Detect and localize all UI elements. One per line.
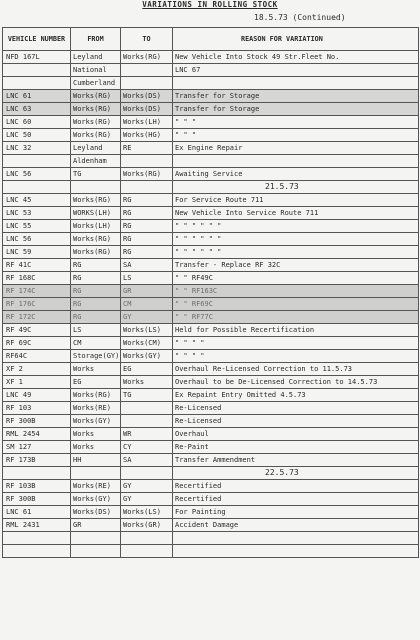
- to-cell: Works(LH): [121, 116, 173, 129]
- vehicle-cell: [3, 467, 71, 480]
- reason-cell: Overhaul: [173, 428, 419, 441]
- from-cell: Works(RG): [71, 90, 121, 103]
- from-cell: HH: [71, 454, 121, 467]
- from-cell: Works(GY): [71, 493, 121, 506]
- reason-cell: Overhaul Re-Licensed Correction to 11.5.73: [173, 363, 419, 376]
- to-cell: CY: [121, 441, 173, 454]
- from-cell: LS: [71, 324, 121, 337]
- reason-cell: [173, 77, 419, 90]
- date-cell: 21.5.73: [173, 181, 419, 194]
- table-row: [3, 545, 419, 558]
- from-cell: Works(DS): [71, 506, 121, 519]
- to-cell: [121, 181, 173, 194]
- vehicle-cell: LNC 55: [3, 220, 71, 233]
- to-cell: RG: [121, 233, 173, 246]
- table-row: [3, 246, 419, 259]
- from-cell: Works(RG): [71, 233, 121, 246]
- vehicle-cell: LNC 60: [3, 116, 71, 129]
- reason-cell: " " RF49C: [173, 272, 419, 285]
- reason-cell: " " ": [173, 116, 419, 129]
- reason-cell: " " " ": [173, 350, 419, 363]
- from-cell: EG: [71, 376, 121, 389]
- to-cell: RG: [121, 194, 173, 207]
- table-row: [3, 389, 419, 402]
- to-header: TO: [121, 28, 173, 51]
- to-cell: Works(DS): [121, 90, 173, 103]
- from-cell: [71, 532, 121, 545]
- reason-cell: " " RF163C: [173, 285, 419, 298]
- to-cell: Works(CM): [121, 337, 173, 350]
- from-cell: Works(RG): [71, 246, 121, 259]
- vehicle-cell: LNC 53: [3, 207, 71, 220]
- vehicle-cell: RF 168C: [3, 272, 71, 285]
- from-cell: CM: [71, 337, 121, 350]
- from-cell: Leyland: [71, 51, 121, 64]
- from-cell: Works: [71, 428, 121, 441]
- table-row: [3, 493, 419, 506]
- reason-cell: Awaiting Service: [173, 168, 419, 181]
- to-cell: SA: [121, 259, 173, 272]
- from-cell: RG: [71, 259, 121, 272]
- vehicle-cell: RF 41C: [3, 259, 71, 272]
- to-cell: RG: [121, 220, 173, 233]
- from-cell: [71, 181, 121, 194]
- to-cell: GY: [121, 493, 173, 506]
- table-row: [3, 324, 419, 337]
- to-cell: [121, 415, 173, 428]
- table-row: [3, 142, 419, 155]
- from-cell: Works(GY): [71, 415, 121, 428]
- reason-cell: Transfer for Storage: [173, 103, 419, 116]
- reason-cell: New Vehicle Into Service Route 711: [173, 207, 419, 220]
- from-cell: [71, 545, 121, 558]
- page-title: VARIATIONS IN ROLLING STOCK: [142, 0, 278, 9]
- table-row: [3, 506, 419, 519]
- from-cell: Works(RG): [71, 194, 121, 207]
- table-row: [3, 454, 419, 467]
- table-row: [3, 194, 419, 207]
- table-row: [3, 311, 419, 324]
- to-cell: Works(LS): [121, 506, 173, 519]
- to-cell: [121, 77, 173, 90]
- table-row: [3, 77, 419, 90]
- table-row: [3, 168, 419, 181]
- from-cell: Works(RE): [71, 402, 121, 415]
- reason-cell: Transfer for Storage: [173, 90, 419, 103]
- to-cell: EG: [121, 363, 173, 376]
- from-cell: WORKS(LH): [71, 207, 121, 220]
- vehicle-cell: LNC 61: [3, 506, 71, 519]
- from-cell: TG: [71, 168, 121, 181]
- table-row: [3, 155, 419, 168]
- from-cell: Works(RE): [71, 480, 121, 493]
- table-row: [3, 64, 419, 77]
- header-row: [3, 28, 419, 51]
- vehicle-cell: RF 172C: [3, 311, 71, 324]
- to-cell: Works(RG): [121, 168, 173, 181]
- date-row: [3, 467, 419, 480]
- to-cell: [121, 545, 173, 558]
- vehicle-cell: LNC 56: [3, 233, 71, 246]
- reason-cell: Ex Engine Repair: [173, 142, 419, 155]
- to-cell: Works(HG): [121, 129, 173, 142]
- vehicle-cell: LNC 59: [3, 246, 71, 259]
- reason-cell: Transfer Ammendment: [173, 454, 419, 467]
- reason-cell: For Painting: [173, 506, 419, 519]
- vehicle-cell: [3, 77, 71, 90]
- reason-cell: [173, 532, 419, 545]
- reason-cell: " " " " " ": [173, 233, 419, 246]
- to-cell: Works: [121, 376, 173, 389]
- vehicle-cell: LNC 63: [3, 103, 71, 116]
- table-row: [3, 51, 419, 64]
- from-cell: Works: [71, 363, 121, 376]
- vehicle-cell: RF 49C: [3, 324, 71, 337]
- vehicle-cell: RML 2431: [3, 519, 71, 532]
- reason-cell: [173, 545, 419, 558]
- table-row: [3, 350, 419, 363]
- table-row: [3, 376, 419, 389]
- to-cell: [121, 64, 173, 77]
- to-cell: WR: [121, 428, 173, 441]
- reason-cell: New Vehicle Into Stock 49 Str.Fleet No.: [173, 51, 419, 64]
- table-row: [3, 220, 419, 233]
- to-cell: GR: [121, 285, 173, 298]
- to-cell: RG: [121, 207, 173, 220]
- date-cell: 22.5.73: [173, 467, 419, 480]
- date-row: [3, 181, 419, 194]
- reason-cell: Transfer - Replace RF 32C: [173, 259, 419, 272]
- reason-cell: " " " " " ": [173, 220, 419, 233]
- from-cell: National: [71, 64, 121, 77]
- to-cell: SA: [121, 454, 173, 467]
- from-cell: Aldenham: [71, 155, 121, 168]
- to-cell: Works(DS): [121, 103, 173, 116]
- vehicle-cell: LNC 45: [3, 194, 71, 207]
- from-cell: Works(RG): [71, 103, 121, 116]
- vehicle-cell: [3, 532, 71, 545]
- to-cell: [121, 402, 173, 415]
- vehicle-number-header: VEHICLE NUMBER: [3, 28, 71, 51]
- vehicle-cell: RF 69C: [3, 337, 71, 350]
- to-cell: TG: [121, 389, 173, 402]
- reason-cell: Ex Repaint Entry Omitted 4.5.73: [173, 389, 419, 402]
- to-cell: RG: [121, 246, 173, 259]
- from-cell: RG: [71, 285, 121, 298]
- reason-cell: LNC 67: [173, 64, 419, 77]
- from-cell: Works(RG): [71, 389, 121, 402]
- table-row: [3, 298, 419, 311]
- vehicle-cell: LNC 61: [3, 90, 71, 103]
- table-row: [3, 233, 419, 246]
- table-row: [3, 519, 419, 532]
- table-row: [3, 532, 419, 545]
- table-row: [3, 90, 419, 103]
- to-cell: LS: [121, 272, 173, 285]
- from-cell: Works(RG): [71, 129, 121, 142]
- reason-cell: Recertified: [173, 480, 419, 493]
- reason-cell: [173, 155, 419, 168]
- rolling-stock-table: [2, 27, 419, 558]
- from-cell: Works(LH): [71, 220, 121, 233]
- to-cell: GY: [121, 311, 173, 324]
- reason-cell: " " ": [173, 129, 419, 142]
- table-row: [3, 402, 419, 415]
- to-cell: [121, 467, 173, 480]
- table-row: [3, 428, 419, 441]
- from-cell: Storage(GY): [71, 350, 121, 363]
- to-cell: Works(RG): [121, 51, 173, 64]
- vehicle-cell: [3, 155, 71, 168]
- vehicle-cell: SM 127: [3, 441, 71, 454]
- to-cell: Works(GR): [121, 519, 173, 532]
- vehicle-cell: LNC 56: [3, 168, 71, 181]
- table-row: [3, 272, 419, 285]
- table-row: [3, 415, 419, 428]
- vehicle-cell: RF 173B: [3, 454, 71, 467]
- to-cell: Works(LS): [121, 324, 173, 337]
- reason-cell: Re-Licensed: [173, 402, 419, 415]
- reason-cell: Held for Possible Recertification: [173, 324, 419, 337]
- table-row: [3, 337, 419, 350]
- reason-cell: " " RF69C: [173, 298, 419, 311]
- vehicle-cell: XF 2: [3, 363, 71, 376]
- vehicle-cell: RF 300B: [3, 493, 71, 506]
- table-row: [3, 103, 419, 116]
- vehicle-cell: RF 300B: [3, 415, 71, 428]
- vehicle-cell: RF 174C: [3, 285, 71, 298]
- from-cell: RG: [71, 311, 121, 324]
- vehicle-cell: LNC 49: [3, 389, 71, 402]
- from-cell: RG: [71, 298, 121, 311]
- vehicle-cell: XF 1: [3, 376, 71, 389]
- table-row: [3, 259, 419, 272]
- from-cell: Cumberland: [71, 77, 121, 90]
- table-row: [3, 116, 419, 129]
- vehicle-cell: RF64C: [3, 350, 71, 363]
- vehicle-cell: RF 176C: [3, 298, 71, 311]
- vehicle-cell: RF 103: [3, 402, 71, 415]
- to-cell: RE: [121, 142, 173, 155]
- reason-cell: " " RF77C: [173, 311, 419, 324]
- table-row: [3, 129, 419, 142]
- from-cell: Works: [71, 441, 121, 454]
- from-cell: GR: [71, 519, 121, 532]
- vehicle-cell: LNC 32: [3, 142, 71, 155]
- vehicle-cell: RML 2454: [3, 428, 71, 441]
- to-cell: [121, 155, 173, 168]
- to-cell: [121, 532, 173, 545]
- reason-cell: Recertified: [173, 493, 419, 506]
- table-row: [3, 480, 419, 493]
- reason-cell: For Service Route 711: [173, 194, 419, 207]
- to-cell: CM: [121, 298, 173, 311]
- table-row: [3, 207, 419, 220]
- reason-cell: Re-Licensed: [173, 415, 419, 428]
- table-row: [3, 363, 419, 376]
- table-body: [3, 51, 419, 558]
- from-cell: Works(RG): [71, 116, 121, 129]
- from-header: FROM: [71, 28, 121, 51]
- page-date: 18.5.73 (Continued): [254, 13, 346, 22]
- table-row: [3, 441, 419, 454]
- from-cell: Leyland: [71, 142, 121, 155]
- vehicle-cell: [3, 545, 71, 558]
- vehicle-cell: [3, 64, 71, 77]
- to-cell: GY: [121, 480, 173, 493]
- reason-cell: Re-Paint: [173, 441, 419, 454]
- reason-header: REASON FOR VARIATION: [173, 28, 419, 51]
- vehicle-cell: [3, 181, 71, 194]
- vehicle-cell: RF 103B: [3, 480, 71, 493]
- reason-cell: Accident Damage: [173, 519, 419, 532]
- reason-cell: " " " " " ": [173, 246, 419, 259]
- from-cell: RG: [71, 272, 121, 285]
- to-cell: Works(GY): [121, 350, 173, 363]
- table-row: [3, 285, 419, 298]
- reason-cell: " " " ": [173, 337, 419, 350]
- reason-cell: Overhaul to be De-Licensed Correction to 14.5.73: [173, 376, 419, 389]
- from-cell: [71, 467, 121, 480]
- vehicle-cell: NFD 167L: [3, 51, 71, 64]
- vehicle-cell: LNC 50: [3, 129, 71, 142]
